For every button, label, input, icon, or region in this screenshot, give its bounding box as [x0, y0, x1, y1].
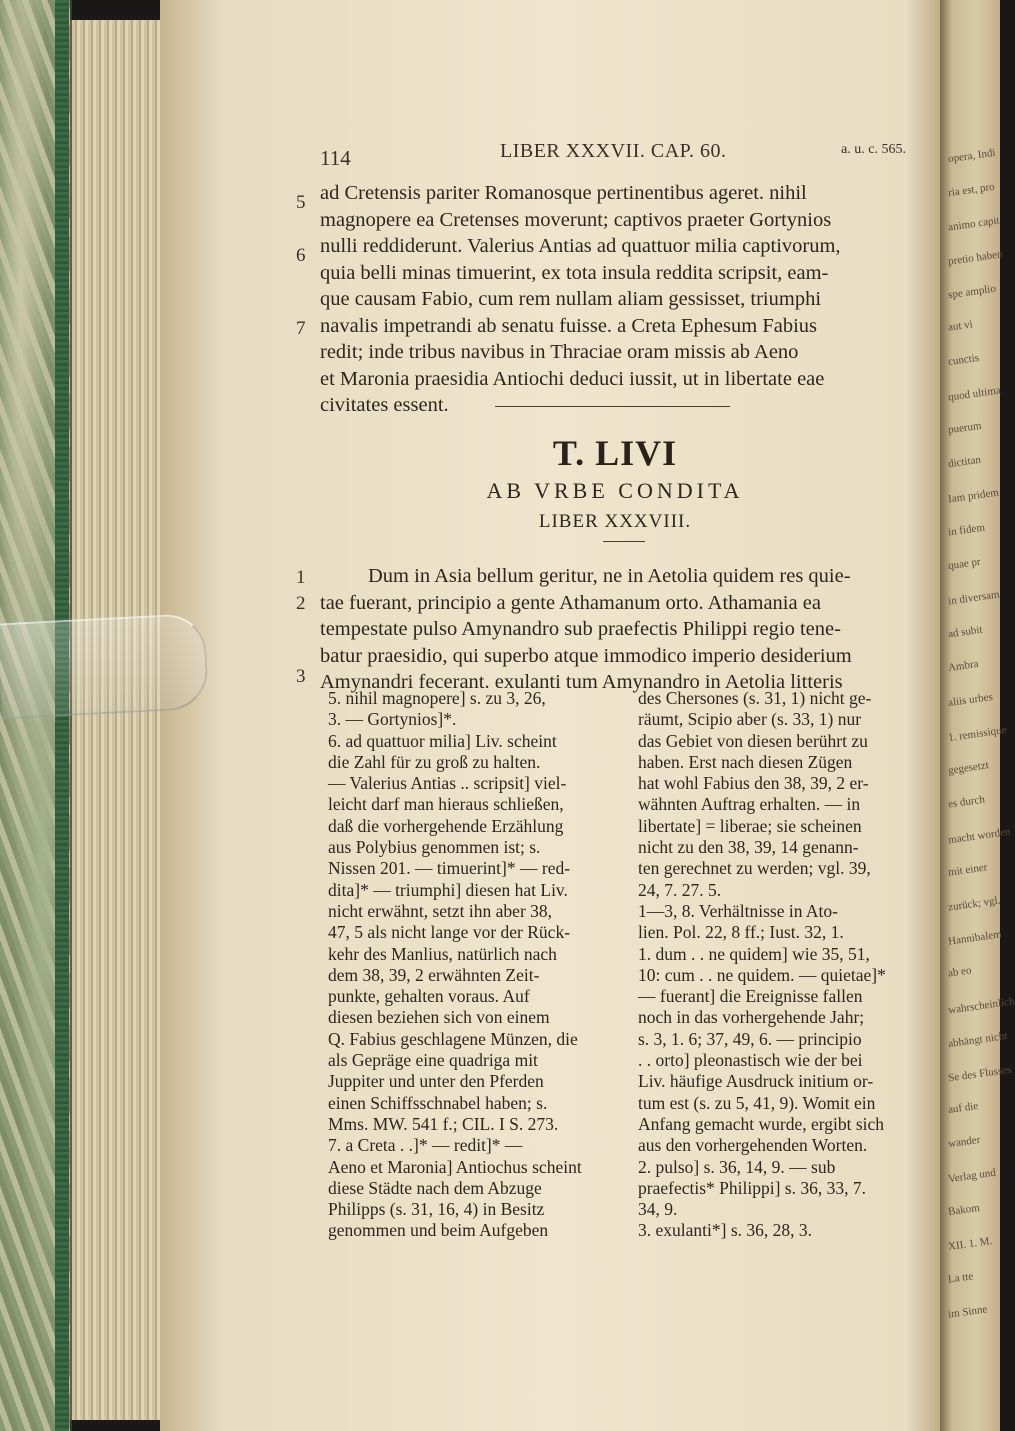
note-line: lien. Pol. 22, 8 ff.; Iust. 32, 1. — [638, 922, 844, 943]
line-number: 1 — [296, 567, 306, 588]
facing-page-text: quod ultima — [947, 384, 1002, 404]
note-line: Anfang gemacht wurde, ergibt sich — [638, 1113, 885, 1134]
facing-page-text: XII. 1. M. — [947, 1234, 993, 1254]
facing-page-text: wander — [947, 1133, 982, 1151]
facing-page-text: abhängt nicht — [947, 1029, 1009, 1051]
facing-page-text: macht worden — [947, 825, 1012, 847]
facing-page-text: Hannibalem — [947, 928, 1003, 948]
latin-text-book38 — [320, 563, 910, 696]
text-line: tempestate pulso Amynandro sub praefectis Philippi regio tene- — [320, 618, 841, 640]
note-line: ten gerechnet zu werden; vgl. 39, — [638, 858, 871, 879]
note-line: Juppiter und unter den Pferden — [328, 1071, 544, 1092]
note-line: 1—3, 8. Verhältnisse in Ato- — [638, 900, 838, 921]
note-line: — fuerant] die Ereignisse fallen — [638, 986, 863, 1007]
note-line: nicht erwähnt, setzt ihn aber 38, — [328, 900, 553, 921]
note-line: 3. exulanti*] s. 36, 28, 3. — [638, 1220, 813, 1241]
text-line: quia belli minas timuerint, ex tota insula reddita scripsit, eam- — [320, 261, 829, 284]
note-line: dita]* — triumphi] diesen hat Liv. — [328, 879, 568, 900]
note-line: einen Schiffsschnabel haben; s. — [328, 1092, 548, 1113]
note-line: aus den vorhergehenden Worten. — [638, 1135, 868, 1156]
facing-page-text: zurück; vgl. — [947, 894, 1002, 914]
line-number: 2 — [296, 593, 306, 614]
note-line: genommen und beim Aufgeben — [328, 1220, 549, 1241]
facing-page-text: es durch — [947, 793, 986, 811]
title-divider — [603, 541, 645, 542]
note-line: kehr des Manlius, natürlich nach — [328, 943, 557, 964]
book-title: LIBER XXXVIII. — [538, 511, 692, 532]
facing-page-text: Bakom — [947, 1201, 981, 1219]
work-title: AB VRBE CONDITA — [486, 478, 744, 503]
note-line: daß die vorhergehende Erzählung — [328, 815, 564, 836]
note-line: Philipps (s. 31, 16, 4) in Besitz — [328, 1199, 545, 1220]
facing-page-text: puerum — [947, 419, 983, 437]
text-line: et Maronia praesidia Antiochi deduci iussit, ut in libertate eae — [320, 367, 825, 390]
facing-page-text: dictitan — [947, 453, 982, 471]
note-line: noch in das vorhergehende Jahr; — [638, 1007, 865, 1028]
note-line: Mms. MW. 541 f.; CIL. I S. 273. — [328, 1113, 559, 1134]
text-line: civitates essent. — [320, 394, 449, 416]
transparent-bookmark — [0, 613, 209, 720]
line-number: 5 — [296, 192, 306, 213]
note-line: räumt, Scipio aber (s. 33, 1) nur — [638, 709, 862, 730]
facing-page-text: gegesetzt — [947, 759, 990, 777]
facing-page-fragment — [940, 0, 1015, 1431]
note-line: 7. a Creta . .]* — redit]* — — [328, 1135, 523, 1156]
facing-page-text: ad subit — [947, 623, 984, 641]
facing-page-text: quae pr — [947, 555, 982, 573]
text-line: batur praesidio, qui superbo atque immodico imperio desiderium — [320, 644, 852, 667]
note-line: 47, 5 als nicht lange vor der Rück- — [328, 922, 571, 943]
latin-text-top — [320, 180, 910, 419]
facing-page-text: aliis urbes — [947, 690, 994, 710]
facing-page-text: in diversam — [947, 588, 1001, 608]
note-line: aus Polybius genommen ist; s. — [328, 837, 541, 858]
note-line: tum est (s. zu 5, 41, 9). Womit ein — [638, 1092, 876, 1113]
text-line: ad Cretensis pariter Romanosque pertinentibus ageret. nihil — [320, 182, 807, 204]
facing-page-text: Iam pridem — [947, 486, 1000, 506]
line-number: 6 — [296, 245, 306, 266]
text-line: Dum in Asia bellum geritur, ne in Aetolia quidem res quie- — [368, 565, 851, 587]
note-line: — Valerius Antias .. scripsit] viel- — [328, 773, 567, 794]
note-line: 5. nihil magnopere] s. zu 3, 26, — [328, 688, 546, 708]
facing-page-text: spe amplio — [947, 282, 997, 302]
text-line: tae fuerant, principio a gente Athamanum orto. Athamania ea — [320, 591, 821, 614]
note-line: . . orto] pleonastisch wie der bei — [638, 1050, 863, 1071]
note-line: des Chersones (s. 31, 1) nicht ge- — [638, 688, 872, 708]
note-line: 34, 9. — [638, 1199, 678, 1220]
note-line: praefectis* Philippi] s. 36, 33, 7. — [638, 1177, 866, 1198]
note-line: Aeno et Maronia] Antiochus scheint — [328, 1156, 582, 1177]
line-number: 7 — [296, 318, 306, 339]
facing-page-text: Verlag und — [947, 1166, 997, 1186]
facing-page-text: cunctis — [947, 351, 980, 369]
author-title: T. LIVI — [552, 433, 678, 473]
note-line: hat wohl Fabius den 38, 39, 2 er- — [638, 773, 869, 794]
facing-page-text: in fidem — [947, 521, 986, 539]
line-number: 3 — [296, 666, 306, 687]
facing-page-text: ria est, pro — [947, 180, 996, 200]
note-line: haben. Erst nach diesen Zügen — [638, 751, 853, 772]
facing-page-text: Ambra — [947, 657, 980, 675]
note-line: 10: cum . . ne quidem. — quietae]* — [638, 964, 886, 985]
text-line: que causam Fabio, cum rem nullam aliam gessisset, triumphi — [320, 288, 822, 310]
text-line: Amynandri fecerant. exulanti tum Amynandro in Aetolia litteris — [320, 671, 843, 693]
note-line: 6. ad quattuor milia] Liv. scheint — [328, 730, 557, 751]
note-line: Nissen 201. — timuerint]* — red- — [328, 858, 571, 879]
note-line: das Gebiet von diesen berührt zu — [638, 730, 868, 751]
text-line: magnopere ea Cretenses moverunt; captivos praeter Gortynios — [320, 208, 832, 231]
facing-page-text: aut vi — [947, 318, 974, 334]
note-line: dem 38, 39, 2 erwähnten Zeit- — [328, 964, 540, 985]
facing-page-text: im Sinne — [947, 1303, 989, 1321]
note-line: punkte, gehalten voraus. Auf — [328, 986, 530, 1007]
running-title: LIBER XXXVII. CAP. 60. — [500, 140, 727, 162]
text-line: redit; inde tribus navibus in Thraciae oram missis ab Aeno — [320, 341, 799, 363]
note-line: Q. Fabius geschlagene Münzen, die — [328, 1028, 578, 1049]
note-line: leicht darf man hieraus schließen, — [328, 794, 564, 815]
facing-page-text: mit einer — [947, 861, 989, 879]
commentary-left-column — [328, 688, 611, 1242]
running-header — [320, 140, 910, 170]
year-marker: a. u. c. 565. — [841, 142, 906, 157]
note-line: 2. pulso] s. 36, 14, 9. — sub — [638, 1156, 836, 1177]
facing-page-text: La tte — [947, 1270, 975, 1286]
text-line: nulli reddiderunt. Valerius Antias ad quattuor milia captivorum, — [320, 235, 841, 257]
note-line: die Zahl für zu groß zu halten. — [328, 751, 541, 772]
section-divider — [495, 406, 730, 407]
note-line: wähnten Auftrag erhalten. — in — [638, 794, 861, 815]
page-stack-edge — [70, 20, 167, 1420]
page-number: 114 — [320, 146, 351, 170]
note-line: s. 3, 1. 6; 37, 49, 6. — principio — [638, 1028, 862, 1049]
facing-page-text: pretio haben — [947, 248, 1004, 268]
note-line: diesen beziehen sich von einem — [328, 1007, 550, 1028]
facing-page-text: Se des Flusses — [947, 1063, 1013, 1085]
note-line: 3. — Gortynios]*. — [328, 709, 457, 730]
text-line: navalis impetrandi ab senatu fuisse. a Creta Ephesum Fabius — [320, 314, 818, 337]
facing-page-text: animo capit — [947, 214, 1001, 234]
note-line: Liv. häufige Ausdruck initium or- — [638, 1071, 874, 1092]
note-line: diese Städte nach dem Abzuge — [328, 1177, 542, 1198]
facing-page-text: wahrscheinlich — [947, 995, 1015, 1017]
note-line: 24, 7. 27. 5. — [638, 879, 722, 900]
facing-page-text: opera, Indi — [947, 146, 997, 166]
note-line: 1. dum . . ne quidem] wie 35, 51, — [638, 943, 870, 964]
note-line: als Gepräge eine quadriga mit — [328, 1050, 538, 1071]
facing-page-text: auf die — [947, 1099, 979, 1117]
facing-page-text: ab eo — [947, 964, 973, 980]
note-line: nicht zu den 38, 39, 14 genann- — [638, 837, 859, 858]
note-line: libertate] = liberae; sie scheinen — [638, 815, 862, 836]
commentary-right-column — [638, 688, 913, 1242]
facing-page-text: 1. remissique — [947, 723, 1008, 745]
